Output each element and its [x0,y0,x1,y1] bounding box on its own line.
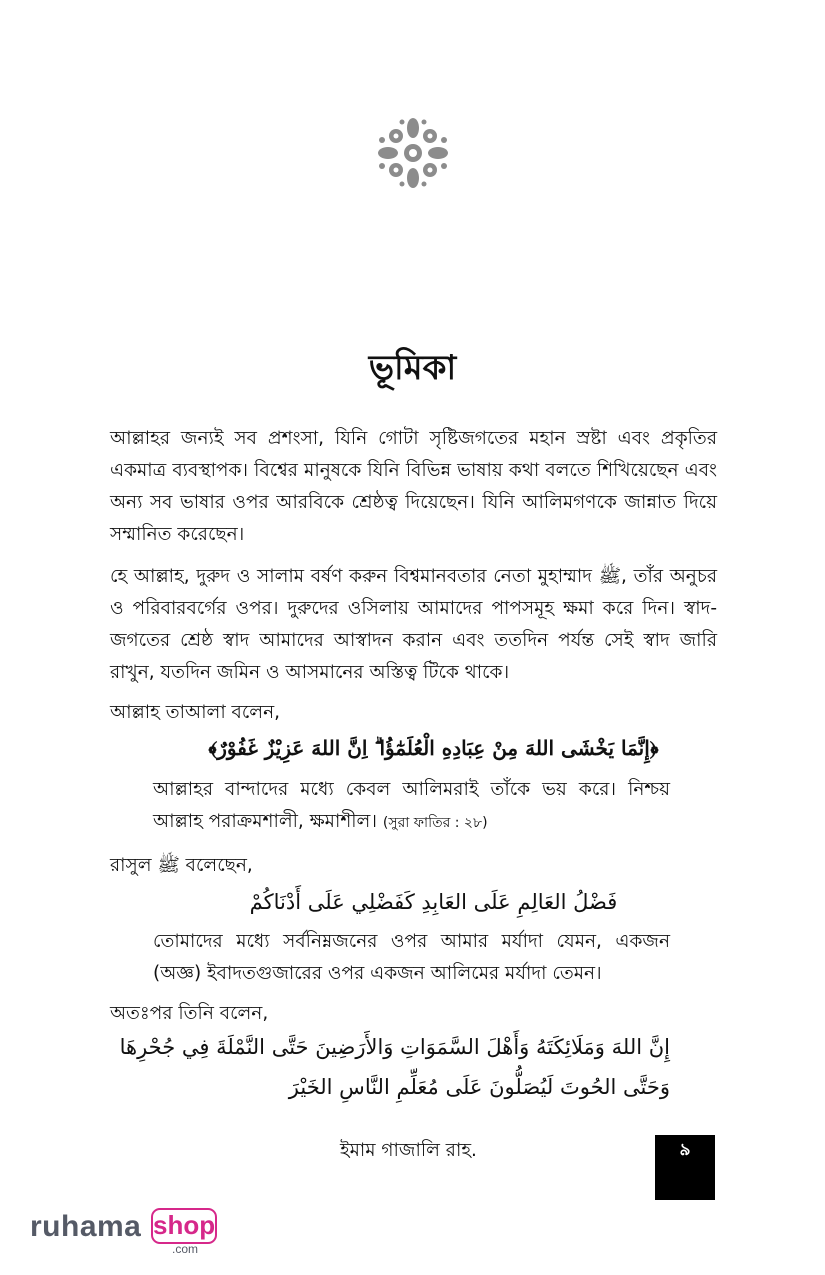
logo-brand-text: ruhama [30,1210,142,1243]
second-hadith-arabic [110,1027,670,1107]
translation-text: আল্লাহর বান্দাদের মধ্যে কেবল আলিমরাই তাঁকে ভয় করে। নিশ্চয় আল্লাহ পরাক্রমশালী, ক্ষমাশীল। [153,779,670,832]
arabic-line: وَحَتَّى الحُوتَ لَيُصَلُّونَ عَلَى مُعَلِّمِ النَّاسِ الخَيْرَ [288,1075,670,1099]
arabic-line: إِنَّ اللهَ وَمَلَائِكَتَهُ وَأَهْلَ السَّمَوَاتِ وَالأَرَضِينَ حَتَّى النَّمْلَةَ فِي جُحْرِهَا [119,1035,670,1059]
paragraph-durud: হে আল্লাহ, দুরুদ ও সালাম বর্ষণ করুন বিশ্বমানবতার নেতা মুহাম্মাদ ﷺ, তাঁর অনুচর ও পরিবারবর্গের ওপর। দুরুদের ওসিলায় আমাদের পাপসমূহ ক্ষমা করে দিন। স্বাদ-জগতের শ্রেষ্ঠ স্বাদ আমাদের আস্বাদন করান এবং ততদিন পর্যন্ত সেই স্বাদ জারি রাখুন, যতদিন জমিন ও আসমানের অস্তিত্ব টিকে থাকে। [110,566,717,683]
page-title: ভূমিকা [368,348,457,388]
hadith-arabic: فَضْلُ العَالِمِ عَلَى العَابِدِ كَفَضْلِي عَلَى أَدْنَاكُمْ [249,890,618,914]
quran-verse-translation [153,774,670,839]
logo-domain-text: .com [172,1242,199,1256]
hadith-translation: তোমাদের মধ্যে সর্বনিম্নজনের ওপর আমার মর্যাদা যেমন, একজন (অজ্ঞ) ইবাদতগুজারের ওপর একজন আলিমের মর্যাদা তেমন। [153,931,670,984]
paragraph-praise: আল্লাহর জন্যই সব প্রশংসা, যিনি গোটা সৃষ্টিজগতের মহান স্রষ্টা এবং প্রকৃতির একমাত্র ব্যবস্থাপক। বিশ্বের মানুষকে যিনি বিভিন্ন ভাষায় কথা বলতে শিখিয়েছেন এবং অন্য সব ভাষার ওপর আরবিকে শ্রেষ্ঠত্ব দিয়েছেন। যিনি আলিমগণকে জান্নাত দিয়ে সম্মানিত করেছেন। [110,428,717,545]
author-name: ইমাম গাজালি রাহ. [340,1140,477,1161]
floral-ornament-icon [376,118,450,188]
verse-reference: (সুরা ফাতির : ২৮) [382,815,488,831]
quran-intro: আল্লাহ তাআলা বলেন, [110,702,280,723]
second-hadith-intro: অতঃপর তিনি বলেন, [110,1003,269,1024]
page-number: ৯ [679,1140,691,1160]
page-number-box [655,1135,715,1200]
ruhamashop-logo [30,1206,230,1261]
quran-verse-arabic: ﴿إِنَّمَا يَخْشَى اللهَ مِنْ عِبَادِهِ الْعُلَمٰٓؤُا ۗ اِنَّ اللهَ عَزِيْزٌ غَفُوْرٌ﴾ [208,736,659,760]
hadith-intro: রাসুল ﷺ বলেছেন, [110,855,253,876]
logo-shop-badge: shop [151,1208,217,1244]
